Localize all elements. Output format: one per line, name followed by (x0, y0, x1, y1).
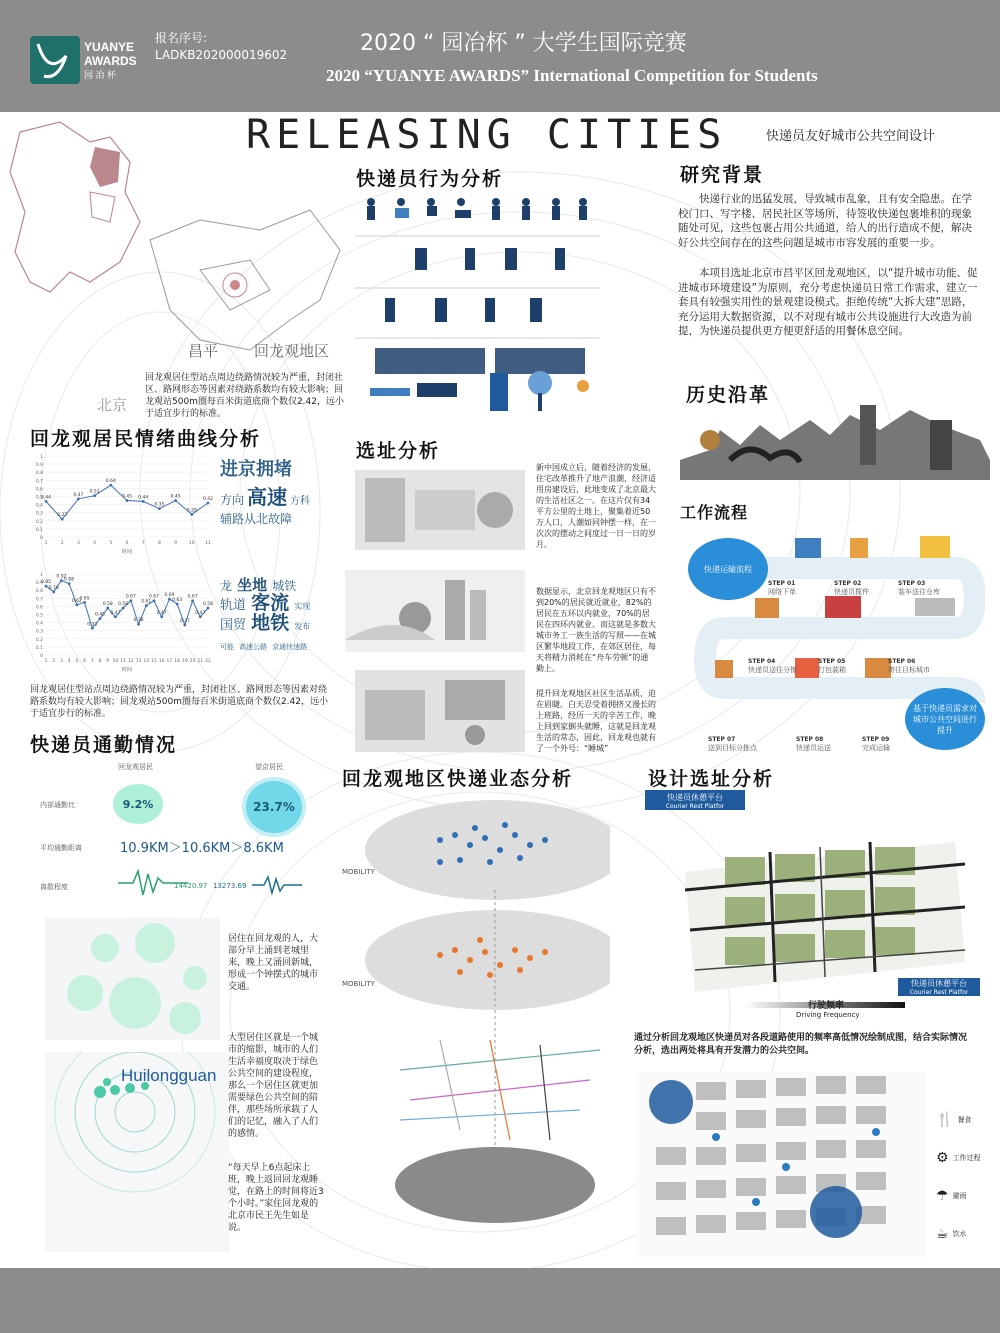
data-label: 0.65 (79, 596, 90, 602)
data-point (168, 598, 171, 601)
y-tick-label: 0.2 (35, 519, 43, 525)
history-collage (680, 400, 990, 480)
legend-water (936, 1226, 981, 1242)
x-tick-label: 16 (158, 659, 165, 664)
map-description: 回龙观居住型站点周边绕路情况较为严重，封闭社区、路网形态等因素对绕路系数均有较大影响；回龙观站500m圈每百米街道底商个数仅2.42，远小于适宜步行的标准。 (145, 373, 344, 419)
x-tick-label: 13 (135, 659, 142, 664)
data-label: 0.78 (48, 585, 59, 591)
y-tick-label: 0.4 (35, 503, 43, 509)
step-label: STEP 06 (888, 658, 916, 665)
y-tick-label: 0 (40, 654, 43, 659)
label-huilongguan: 回龙观地区 (254, 342, 330, 360)
data-label: 0.47 (73, 492, 84, 498)
y-tick-label: 0.7 (35, 479, 43, 485)
x-tick-label: 9 (174, 541, 178, 546)
legend-label: 工作过程 (952, 1154, 981, 1162)
data-point (191, 599, 194, 602)
data-point (52, 590, 55, 593)
workflow-step-03 (898, 580, 940, 597)
x-tick-label: 20 (189, 659, 196, 664)
commute-row2-label: 平均通勤距离 (40, 844, 82, 852)
workflow-step-08 (796, 736, 831, 753)
x-tick-label: 21 (197, 659, 204, 664)
step-label: STEP 05 (818, 658, 846, 665)
wordcloud-2-word-2: 坐地 (237, 576, 268, 594)
step-desc: 送到目标分拣点 (708, 744, 757, 752)
step-desc: 快递员揽件 (834, 588, 869, 596)
step-label: STEP 03 (898, 580, 926, 587)
step-label: STEP 09 (862, 736, 890, 743)
commute-text3: “每天早上6点起床上班，晚上返回回龙观睡觉，在路上的时间将近3个小时。”家住回龙观的北京市民王先生如是说。 (228, 1163, 324, 1233)
umbrella-icon: ☂ (936, 1188, 949, 1204)
research-title: 研究背景 (680, 164, 765, 186)
label-changping: 昌平 (188, 342, 219, 360)
wordcloud-2-word-9: 发布 (294, 622, 311, 631)
site-text3: 提升回龙观地区社区生活品质，迫在眉睫。白天忍受着拥挤又漫长的上班路，经历一天的辛苦工作，晚上回到家倒头就睡，这就是回龙观生活的常态，因此，回龙观也就有了一个外号：“睡城” (536, 689, 656, 753)
competition-title-cn: 2020 “ 园冶杯 ” 大学生国际竞赛 (360, 31, 687, 56)
workflow-step-05 (818, 658, 846, 675)
behavior-figures (355, 188, 600, 430)
header-bar (0, 0, 1000, 112)
driving-frequency-cn: 行驶频率 (808, 1001, 845, 1011)
label-beijing: 北京 (97, 396, 128, 414)
data-label: 0.47 (110, 610, 121, 616)
cup-icon: ☕ (936, 1226, 949, 1242)
x-tick-label: 10 (112, 659, 119, 664)
data-label: 0.64 (105, 479, 116, 485)
data-label: 0.45 (94, 612, 106, 618)
emotion-title: 回龙观居民情绪曲线分析 (30, 428, 262, 450)
x-tick-label: 7 (141, 541, 145, 546)
data-point (77, 498, 80, 501)
data-label: 0.47 (195, 610, 206, 616)
logo-line1: YUANYE (84, 40, 135, 54)
y-tick-label: 0.1 (35, 527, 43, 533)
data-point (160, 616, 163, 619)
commute-title: 快递员通勤情况 (30, 734, 178, 756)
workflow-end: 基于快递员需求对城市公共空间进行提升 (905, 688, 985, 750)
data-point (60, 579, 63, 582)
rest-platform-cn: 快递员休憩平台 (667, 793, 723, 802)
y-tick-label: 0.5 (35, 613, 43, 619)
y-tick-label: 0.2 (35, 637, 43, 643)
express-title: 回龙观地区快递业态分析 (342, 768, 574, 790)
driving-frequency-map (665, 812, 975, 997)
workflow-step-09 (862, 736, 890, 753)
x-tick-label: 3 (76, 541, 80, 546)
data-point (142, 500, 145, 503)
site-plan-map (636, 1072, 926, 1257)
data-label: 0.88 (64, 577, 75, 583)
step-desc: 打包装箱 (818, 666, 846, 674)
x-axis-label: 时间 (121, 667, 133, 673)
wordcloud-1-word-5: 辅路从北故障 (220, 512, 293, 526)
step-desc: 网络下单 (768, 588, 796, 596)
commute-row2-value: 10.9KM＞10.6KM＞8.6KM (120, 841, 284, 856)
data-label: 0.61 (141, 599, 152, 605)
step-label: STEP 08 (796, 736, 824, 743)
work-icon: ⚙ (936, 1150, 949, 1166)
behavior-title: 快递员行为分析 (356, 168, 504, 190)
poster-title: RELEASING CITIES (246, 112, 728, 158)
commute-row3-label: 离散程度 (40, 883, 68, 891)
y-tick-label: 0.5 (35, 495, 43, 501)
data-label: 0.67 (187, 594, 198, 600)
data-point (61, 518, 64, 521)
data-point (145, 604, 148, 607)
data-point (45, 500, 48, 503)
x-tick-label: 7 (90, 659, 94, 664)
x-tick-label: 2 (60, 541, 64, 546)
step-desc: 完成运输 (862, 744, 890, 752)
data-label: 0.42 (202, 496, 213, 502)
express-layered-maps (340, 800, 610, 1230)
emotion-chart-2 (28, 568, 213, 673)
y-tick-label: 0.8 (35, 471, 43, 477)
data-label: 0.45 (170, 494, 181, 500)
data-label: 0.67 (125, 594, 136, 600)
yuanye-logo (30, 36, 80, 84)
data-point (45, 585, 48, 588)
data-point (68, 582, 71, 585)
x-tick-label: 1 (44, 541, 48, 546)
data-point (109, 484, 112, 487)
data-label: 0.44 (40, 495, 52, 501)
data-point (158, 507, 161, 510)
commute-col2: 望京居民 (255, 763, 283, 771)
rest-platform2-en: Courier Rest Platfor (909, 989, 969, 996)
y-tick-label: 0 (40, 536, 43, 541)
series-line (46, 485, 208, 519)
x-tick-label: 14 (143, 659, 150, 664)
step-label: STEP 02 (834, 580, 862, 587)
workflow-step-06 (888, 658, 930, 675)
site-plan-legend (936, 1112, 981, 1242)
research-p2: 本项目选址北京市昌平区回龙观地区，以“提升城市功能、促进城市环境建设”为原则，充分考虑快递员日常工作需求，建立一套具有较强实用性的景观建设模式。拒绝传统“大拆大建”思路，充分运用大数据资源，以不对现有城市公共设施进行大改造为前提，为快递员提供更方便更舒适的用餐休息空间。 (678, 267, 978, 337)
y-tick-label: 1 (40, 455, 43, 460)
rest-platform-label-2 (898, 978, 980, 996)
site-illustration-3 (355, 670, 525, 752)
x-tick-label: 5 (109, 541, 113, 546)
data-point (75, 603, 78, 606)
wordcloud-2-word-10: 可能 (220, 643, 234, 651)
wordcloud-2-word-7: 国贸 (220, 618, 247, 633)
poster-subtitle: 快递员友好城市公共空间设计 (766, 129, 936, 144)
design-description: 通过分析回龙观地区快递员对各段道路使用的频率高低情况绘制成图，结合实际情况分析，选出两处将具有开发潜力的公共空间。 (634, 1033, 968, 1056)
data-label: 0.51 (89, 489, 100, 495)
site-illustration-1 (355, 470, 525, 550)
data-point (122, 607, 125, 610)
wordcloud-1-word-3: 高速 (247, 485, 288, 509)
commute-row3-v1: 14420.97 (174, 882, 208, 890)
wordcloud-1-word-2: 方向 (220, 493, 245, 507)
data-point (106, 607, 109, 610)
data-label: 0.47 (156, 610, 167, 616)
reg-label: 报名序号: (155, 31, 208, 45)
commute-wave-2 (252, 873, 302, 897)
step-label: STEP 04 (748, 658, 776, 665)
logo-line2: AWARDS (84, 54, 137, 68)
legend-label: 避雨 (952, 1192, 967, 1200)
x-tick-label: 4 (67, 659, 71, 664)
data-point (99, 617, 102, 620)
emotion-description: 回龙观居住型站点周边绕路情况较为严重，封闭社区、路网形态等因素对绕路系数均有较大影响；回龙观站500m圈每百米街道底商个数仅2.42，远小于适宜步行的标准。 (30, 685, 328, 719)
wordcloud-2-word-1: 龙 (220, 579, 233, 593)
legend-shelter (936, 1188, 981, 1204)
x-tick-label: 15 (151, 659, 157, 664)
data-point (114, 616, 117, 619)
huilongguan-map-label: Huilongguan (121, 1066, 217, 1085)
utensils-icon: 🍴 (936, 1112, 954, 1128)
data-label: 0.45 (121, 494, 133, 500)
wordcloud-1-word-4: 方科 (290, 496, 311, 507)
workflow-step-04 (748, 658, 797, 675)
wordcloud-2-word-6: 实现 (294, 602, 311, 611)
rest-platform-en: Courier Rest Platfor (665, 803, 725, 810)
mobility-label-1: MOBILITY (342, 868, 375, 876)
x-tick-label: 2 (52, 659, 56, 664)
y-tick-label: 1 (40, 573, 43, 578)
x-tick-label: 6 (83, 659, 87, 664)
rest-platform-label-1 (645, 790, 745, 810)
workflow-step-07 (708, 736, 757, 753)
emotion-chart-1 (28, 450, 213, 555)
data-label: 0.85 (40, 580, 52, 586)
commute-row1-v1: 9.2% (113, 784, 163, 824)
step-desc: 寄往目标城市 (888, 666, 930, 674)
x-tick-label: 8 (98, 659, 102, 664)
y-tick-label: 0.3 (35, 511, 43, 517)
data-point (174, 499, 177, 502)
legend-label: 餐食 (957, 1116, 972, 1124)
rest-platform2-cn: 快递员休憩平台 (911, 979, 967, 988)
data-point (190, 513, 193, 516)
commute-map-1 (45, 918, 220, 1040)
data-point (199, 616, 202, 619)
commute-row1-label: 内部通勤比 (40, 801, 75, 809)
y-tick-label: 0.6 (35, 487, 43, 493)
commute-text2: 大型居住区就是一个城市的缩影，城市的人们生活幸福度取决于绿色公共空间的建设程度，那么一个居住区就更加需要绿色公共空间的陪伴，那些场所承载了人们的记忆，融入了人们的感情。 (228, 1033, 319, 1139)
x-tick-label: 5 (75, 659, 79, 664)
data-label: 0.69 (164, 593, 175, 599)
step-desc: 快递员送往分拣 (748, 666, 797, 674)
workflow-step-01 (768, 580, 796, 597)
mobility-label-2: MOBILITY (342, 980, 375, 988)
data-label: 0.58 (102, 602, 113, 608)
data-point (176, 603, 179, 606)
commute-map-2 (45, 1052, 230, 1252)
competition-title-en: 2020 “YUANYE AWARDS” International Competition for Students (326, 66, 818, 85)
emotion-chart-2-svg (28, 568, 213, 673)
wordcloud-2-word-8: 地铁 (251, 612, 290, 634)
design-title: 设计选址分析 (648, 768, 775, 790)
data-label: 0.58 (202, 602, 213, 608)
data-point (91, 627, 94, 630)
y-tick-label: 0.8 (35, 589, 43, 595)
step-label: STEP 07 (708, 736, 736, 743)
data-point (93, 494, 96, 497)
site-title: 选址分析 (356, 440, 441, 462)
site-text2: 数据显示，北京回龙观地区只有不到20%的居民就近就业，82%的居民在五环以内就业，70%的居民在四环内就业。而这就是多数大城市务工一族生活的写照——在城区繁华地段工作，在郊区居住，每天将精力消耗在“舟车劳顿”的通勤上。 (536, 587, 656, 673)
data-point (129, 599, 132, 602)
commute-row3-v2: 13273.69 (213, 882, 247, 890)
data-label: 0.35 (154, 502, 165, 508)
y-tick-label: 0.3 (35, 629, 43, 635)
data-point (153, 599, 156, 602)
wordcloud-2-word-4: 轨道 (220, 598, 247, 613)
x-axis-label: 时间 (121, 549, 133, 555)
data-label: 0.38 (133, 618, 144, 624)
data-point (207, 502, 210, 505)
commute-col1: 回龙观居民 (118, 763, 153, 771)
x-tick-label: 22 (205, 659, 211, 664)
x-tick-label: 1 (44, 659, 48, 664)
footer-bar (0, 1268, 1000, 1333)
data-point (183, 624, 186, 627)
logo-text (84, 40, 137, 82)
data-label: 0.37 (179, 619, 190, 625)
data-label: 0.22 (57, 513, 68, 519)
driving-frequency-en: Driving Frequency (796, 1011, 860, 1019)
data-point (126, 499, 129, 502)
legend-work (936, 1150, 981, 1166)
x-tick-label: 17 (166, 659, 173, 664)
step-desc: 装车送往仓库 (898, 588, 940, 596)
data-point (207, 607, 210, 610)
site-illustration-2 (345, 570, 525, 652)
wordcloud-2-word-11: 高速公路 (239, 643, 268, 651)
commute-text1: 居住在回龙观的人，大部分早上涌到老城里来，晚上又涌回新城，形成一个钟摆式的城市交通。 (228, 934, 319, 992)
data-point (83, 601, 86, 604)
wordcloud-1-word-1: 进京拥堵 (220, 459, 292, 480)
wordcloud-2 (220, 576, 325, 656)
data-label: 0.28 (186, 508, 197, 514)
x-tick-label: 12 (127, 659, 134, 664)
step-desc: 快递员运送 (796, 744, 831, 752)
wordcloud-1 (220, 455, 325, 535)
legend-dining (936, 1112, 981, 1128)
reg-number: LADKB202000019602 (155, 48, 288, 62)
workflow-start: 快递运输流程 (688, 538, 768, 600)
y-tick-label: 0.6 (35, 605, 43, 611)
research-p1: 快递行业的迅猛发展，导致城市乱象，且有安全隐患。在学校门口、写字楼、居民社区等场所，待签收快递包裹堆积的现象随处可见，这些包裹占用公共通道，给人的出行造成不便，解决好公共空间存在的这些问题是城市市容发展的重要一步。 (678, 193, 972, 249)
data-point (137, 623, 140, 626)
data-label: 0.62 (71, 598, 82, 604)
logo-line3: 园 冶 杯 (84, 70, 117, 80)
x-tick-label: 3 (59, 659, 63, 664)
x-tick-label: 10 (188, 541, 195, 546)
data-label: 0.63 (172, 597, 183, 603)
registration (155, 30, 287, 64)
history-title: 历史沿革 (686, 384, 771, 406)
y-tick-label: 0.4 (35, 621, 43, 627)
commute-row1-v2: 23.7% (242, 777, 306, 837)
x-tick-label: 9 (106, 659, 110, 664)
wordcloud-2-word-5: 客流 (251, 592, 290, 614)
data-label: 0.92 (56, 574, 67, 580)
emotion-chart-1-svg (28, 450, 213, 555)
data-label: 0.44 (138, 495, 149, 501)
wordcloud-2-word-3: 城铁 (272, 579, 297, 593)
x-tick-label: 19 (181, 659, 188, 664)
y-tick-label: 0.9 (35, 581, 43, 587)
data-label: 0.67 (148, 594, 160, 600)
site-text1: 新中国成立后，随着经济的发展，住宅改革推升了地产浪潮，经济适用房建设后，此地变成了北京最大的生活社区之一。在这片仅有34平方公里的土地上，聚集着近50万人口，人潮如同钟摆一样，在一次次的摆动之间度过一日一日的岁月。 (536, 463, 656, 549)
data-label: 0.58 (118, 602, 129, 608)
step-label: STEP 01 (768, 580, 796, 587)
x-tick-label: 4 (93, 541, 97, 546)
legend-label: 饮水 (952, 1230, 967, 1238)
x-tick-label: 6 (125, 541, 129, 546)
x-tick-label: 8 (157, 541, 161, 546)
y-tick-label: 0.1 (35, 645, 43, 651)
x-tick-label: 11 (120, 659, 127, 664)
wordcloud-2-word-12: 京通快速路 (272, 643, 308, 651)
x-tick-label: 18 (174, 659, 181, 664)
x-tick-label: 11 (205, 541, 211, 546)
y-tick-label: 0.7 (35, 597, 43, 603)
workflow-step-02 (834, 580, 869, 597)
data-label: 0.33 (87, 622, 98, 628)
y-tick-label: 0.9 (35, 463, 43, 469)
workflow-title: 工作流程 (680, 503, 749, 522)
